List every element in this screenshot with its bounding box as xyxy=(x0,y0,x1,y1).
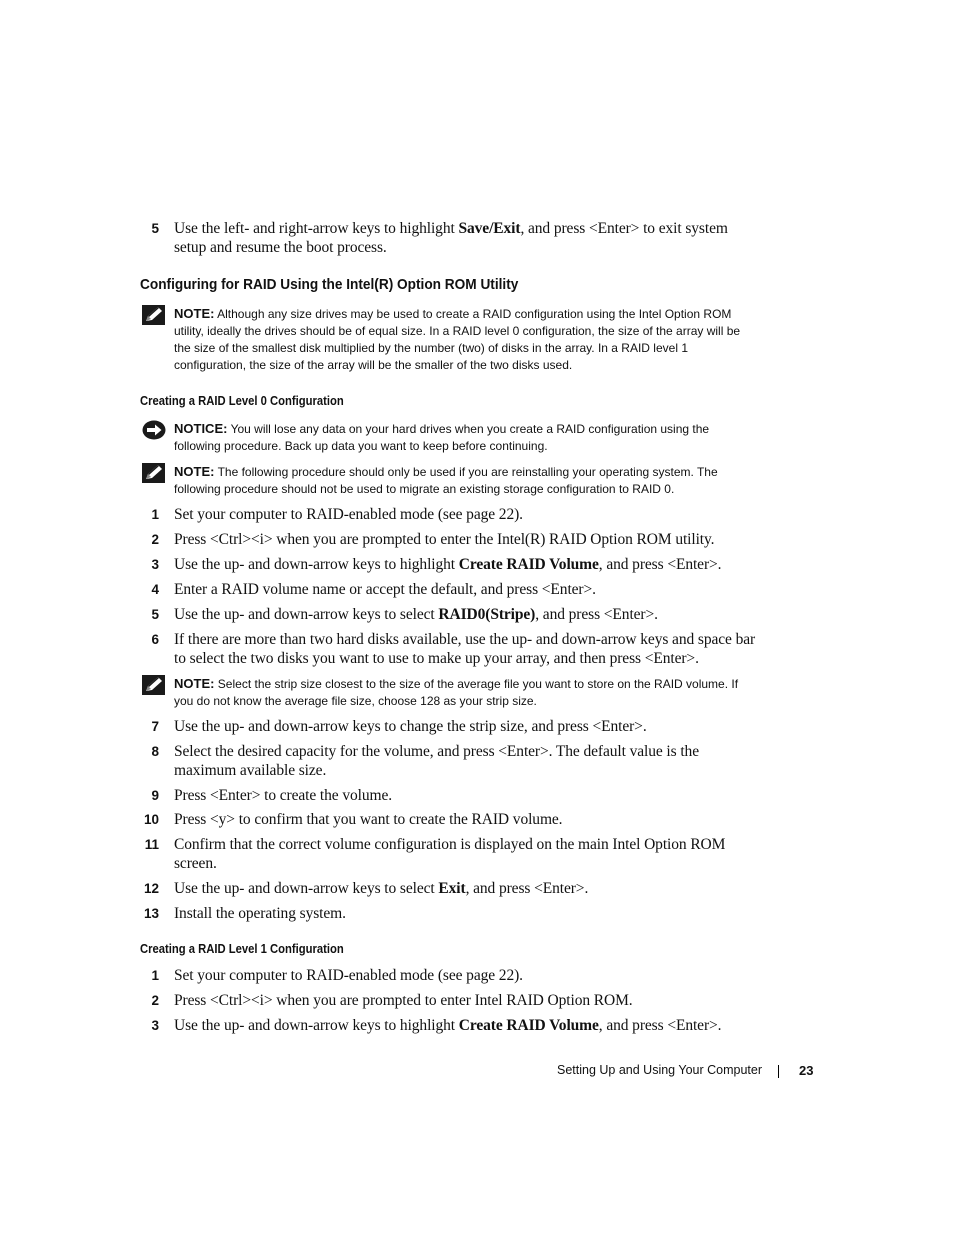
step-text: Use the left- and right-arrow keys to highlight Save/Exit, and press <Enter> to exit system setup and resume the boot process. xyxy=(174,220,728,256)
notice-arrow-icon xyxy=(142,420,166,445)
raid0-step-1: 1 Set your computer to RAID-enabled mode (see page 22). xyxy=(151,506,523,523)
intro-step-5 xyxy=(140,219,760,257)
raid0-step-13: 13 Install the operating system. xyxy=(143,905,346,922)
note-reinstall: NOTE: The following procedure should only be used if you are reinstalling your operating system. The following procedure should not be used to migrate an existing storage configuration to RAID 0. xyxy=(140,463,780,498)
note-drive-size: NOTE: Although any size drives may be used to create a RAID configuration using the Intel Option ROM utility, ideally the drives should be of equal size. In a RAID level 0 configuration, the size of the array will be the size of the smallest disk multiplied by the number (two) of disks in the array. In a RAID level 1 configuration, the size of the array will be the smaller of the two disks used. xyxy=(140,305,780,374)
raid0-step-4: 4 Enter a RAID volume name or accept the default, and press <Enter>. xyxy=(151,581,596,598)
raid0-step-2: 2 Press <Ctrl><i> when you are prompted to enter the Intel(R) RAID Option ROM utility. xyxy=(151,531,715,548)
raid1-step-1: 1 Set your computer to RAID-enabled mode (see page 22). xyxy=(151,967,523,984)
raid0-step-6: 6 If there are more than two hard disks available, use the up- and down-arrow keys and space bar to select the two disks you want to use to make up your array, and then press <Enter>. xyxy=(151,631,756,667)
raid0-step-10: 10 Press <y> to confirm that you want to create the RAID volume. xyxy=(143,811,563,828)
page-footer xyxy=(557,1062,827,1080)
raid0-step-3: 3 Use the up- and down-arrow keys to highlight Create RAID Volume, and press <Enter>. xyxy=(151,556,722,573)
notice-data-loss: NOTICE: You will lose any data on your hard drives when you create a RAID configuration using the following procedure. Back up data you want to keep before continuing. xyxy=(140,420,780,455)
page-number: 23 xyxy=(799,1063,814,1078)
raid1-heading: Creating a RAID Level 1 Configuration xyxy=(140,942,344,956)
pencil-note-icon xyxy=(142,305,165,330)
footer-divider xyxy=(778,1065,779,1078)
step-number: 5 xyxy=(151,221,159,236)
raid0-step-8: 8 Select the desired capacity for the volume, and press <Enter>. The default value is the maximum available size. xyxy=(151,743,699,779)
note-strip-size: NOTE: Select the strip size closest to the size of the average file you want to store on the RAID volume. If you do not know the average file size, choose 128 as your strip size. xyxy=(140,675,780,710)
raid0-step-12: 12 Use the up- and down-arrow keys to select Exit, and press <Enter>. xyxy=(143,880,589,897)
raid1-step-2: 2 Press <Ctrl><i> when you are prompted to enter Intel RAID Option ROM. xyxy=(151,992,633,1009)
raid0-step-7: 7 Use the up- and down-arrow keys to change the strip size, and press <Enter>. xyxy=(151,718,647,735)
section-title: Configuring for RAID Using the Intel(R) Option ROM Utility xyxy=(140,276,519,293)
footer-chapter-title: Setting Up and Using Your Computer xyxy=(557,1063,762,1077)
raid0-step-5: 5 Use the up- and down-arrow keys to select RAID0(Stripe), and press <Enter>. xyxy=(151,606,658,623)
raid0-step-9: 9 Press <Enter> to create the volume. xyxy=(151,787,392,804)
pencil-note-icon xyxy=(142,463,165,488)
raid0-heading: Creating a RAID Level 0 Configuration xyxy=(140,394,344,408)
raid0-step-11: 11 Confirm that the correct volume configuration is displayed on the main Intel Option ROM screen. xyxy=(144,836,726,872)
pencil-note-icon xyxy=(142,675,165,700)
raid1-step-3: 3 Use the up- and down-arrow keys to highlight Create RAID Volume, and press <Enter>. xyxy=(151,1017,722,1034)
